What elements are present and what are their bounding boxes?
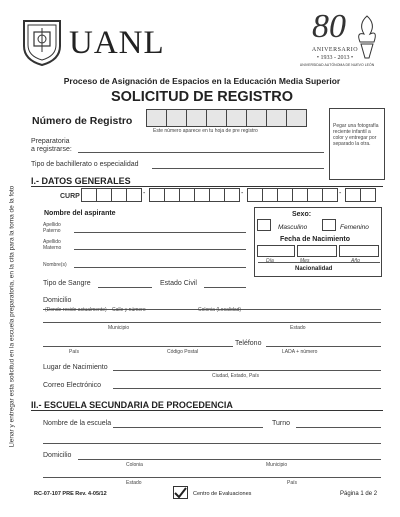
escuela-domicilio-line[interactable] <box>78 459 381 460</box>
tipo-sangre-line[interactable] <box>98 287 152 288</box>
registro-digit-box[interactable] <box>166 109 187 127</box>
escuela-estado-line[interactable] <box>43 477 381 478</box>
curp-char-box[interactable] <box>149 188 165 202</box>
nacionalidad-line[interactable] <box>258 262 380 263</box>
pais-cp-line[interactable] <box>43 346 233 347</box>
registro-digit-box[interactable] <box>206 109 227 127</box>
curp-char-box[interactable] <box>345 188 361 202</box>
fecha-anio-label: Año <box>351 258 360 264</box>
curp-boxes: - - - <box>81 188 381 202</box>
registro-digit-box[interactable] <box>266 109 287 127</box>
masculino-label: Masculino <box>278 224 308 231</box>
masculino-checkbox[interactable] <box>257 219 271 231</box>
torch-icon <box>352 14 382 60</box>
nombres-label: Nombre(s) <box>43 262 67 268</box>
curp-char-box[interactable] <box>164 188 180 202</box>
fecha-mes-label: Mes <box>300 258 310 264</box>
registro-digit-box[interactable] <box>286 109 307 127</box>
estado-label: Estado <box>290 325 306 331</box>
curp-char-box[interactable] <box>179 188 195 202</box>
fecha-dia-box[interactable] <box>257 245 295 257</box>
curp-char-box[interactable] <box>262 188 278 202</box>
curp-char-box[interactable] <box>277 188 293 202</box>
turno-label: Turno <box>272 420 291 427</box>
municipio-estado-line[interactable] <box>43 322 381 323</box>
lugar-nacimiento-label: Lugar de Nacimiento <box>43 364 108 371</box>
section-1-divider <box>31 186 383 187</box>
apellido-paterno-line[interactable] <box>74 232 246 233</box>
fecha-label: Fecha de Nacimiento <box>280 236 351 243</box>
check-icon <box>173 486 188 499</box>
curp-char-box[interactable] <box>126 188 142 202</box>
registro-digit-box[interactable] <box>246 109 267 127</box>
escuela-pais-label: País <box>287 480 298 486</box>
curp-char-box[interactable] <box>96 188 112 202</box>
nacionalidad-label: Nacionalidad <box>295 266 333 272</box>
escuela-domicilio-label: Domicilio <box>43 452 72 459</box>
centro-label: Centro de Evaluaciones <box>193 491 252 497</box>
brand-name: UANL <box>69 25 165 61</box>
lugar-nacimiento-line[interactable] <box>113 370 381 371</box>
sexo-label: Sexo: <box>292 211 312 218</box>
turno-line[interactable] <box>296 427 381 428</box>
escuela-colonia-label: Colonia <box>126 462 143 468</box>
telefono-line[interactable] <box>266 346 381 347</box>
curp-char-box[interactable] <box>81 188 97 202</box>
calle-label: Calle y número <box>112 307 146 313</box>
apellido-paterno-label: Apellido Paterno <box>43 222 61 234</box>
nombre-label: Nombre del aspirante <box>44 210 116 217</box>
escuela-line[interactable] <box>113 427 263 428</box>
fecha-dia-label: Día <box>266 258 274 264</box>
anniversary-years: • 1933 - 2013 • <box>316 55 354 61</box>
page-number: Página 1 de 2 <box>340 491 378 497</box>
curp-char-box[interactable] <box>322 188 338 202</box>
curp-char-box[interactable] <box>360 188 376 202</box>
apellido-materno-line[interactable] <box>74 249 246 250</box>
form-title: SOLICITUD DE REGISTRO <box>110 89 294 105</box>
side-instructions: Llenar y entregar esta solicitud en la escuela preparatoria, en la cita para la toma de la foto <box>8 185 16 448</box>
prepa-label-line2: a registrarse: <box>31 146 72 153</box>
escuela-label: Nombre de la escuela <box>43 420 112 427</box>
correo-line[interactable] <box>113 388 381 389</box>
registro-boxes <box>146 109 312 127</box>
anniversary-number: 80 <box>312 8 346 45</box>
registro-note: Este número aparece en tu hoja de pre registro <box>153 128 258 134</box>
domicilio-label: Domicilio <box>43 297 72 304</box>
anniversary-word: ANIVERSARIO <box>311 47 359 53</box>
curp-label: CURP <box>60 193 80 200</box>
municipio-label: Municipio <box>108 325 130 331</box>
curp-char-box[interactable] <box>307 188 323 202</box>
anniversary-university: UNIVERSIDAD AUTÓNOMA DE NUEVO LEÓN <box>299 63 375 67</box>
registro-digit-box[interactable] <box>226 109 247 127</box>
femenino-label: Femenino <box>340 224 369 231</box>
estado-civil-line[interactable] <box>204 287 246 288</box>
correo-label: Correo Electrónico <box>43 382 101 389</box>
bachillerato-input-line[interactable] <box>152 168 324 169</box>
curp-char-box[interactable] <box>209 188 225 202</box>
registro-digit-box[interactable] <box>146 109 167 127</box>
curp-char-box[interactable] <box>224 188 240 202</box>
prepa-input-line[interactable] <box>78 152 324 153</box>
section-1-title: I.- DATOS GENERALES <box>31 176 131 186</box>
fecha-mes-box[interactable] <box>297 245 337 257</box>
uanl-seal-icon <box>20 18 64 66</box>
lugar-hint: Ciudad, Estado, País <box>212 373 259 379</box>
section-2-divider <box>31 410 383 411</box>
colonia-label: Colonia (Localidad) <box>198 307 242 313</box>
femenino-checkbox[interactable] <box>322 219 336 231</box>
photo-note: Pegar una fotografía reciente infantil a color y entregar por separado la otra. <box>333 123 379 147</box>
curp-char-box[interactable] <box>292 188 308 202</box>
domicilio-hint: (Donde reside actualmente) <box>45 307 107 313</box>
curp-char-box[interactable] <box>111 188 127 202</box>
codigo-postal-label: Código Postal <box>167 349 199 355</box>
escuela-line-2[interactable] <box>43 443 381 444</box>
curp-char-box[interactable] <box>194 188 210 202</box>
registro-label: Número de Registro <box>32 115 133 127</box>
process-title: Proceso de Asignación de Espacios en la Educación Media Superior <box>63 76 341 86</box>
fecha-anio-box[interactable] <box>339 245 379 257</box>
apellido-materno-label: Apellido Materno <box>43 239 62 251</box>
lada-label: LADA + número <box>282 349 318 355</box>
registro-digit-box[interactable] <box>186 109 207 127</box>
telefono-label: Teléfono <box>235 340 262 347</box>
estado-civil-label: Estado Civil <box>160 280 197 287</box>
form-code: RC-07-107 PRE Rev. 4-05/12 <box>34 491 107 497</box>
escuela-municipio-label: Municipio <box>266 462 288 468</box>
nombres-line[interactable] <box>74 267 246 268</box>
bachillerato-label: Tipo de bachillerato o especialidad <box>31 161 139 168</box>
pais-label: País <box>69 349 80 355</box>
tipo-sangre-label: Tipo de Sangre <box>43 280 91 287</box>
curp-char-box[interactable] <box>247 188 263 202</box>
section-2-title: II.- ESCUELA SECUNDARIA DE PROCEDENCIA <box>31 400 233 410</box>
escuela-estado-label: Estado <box>126 480 142 486</box>
prepa-label-line1: Preparatoria <box>31 138 70 145</box>
